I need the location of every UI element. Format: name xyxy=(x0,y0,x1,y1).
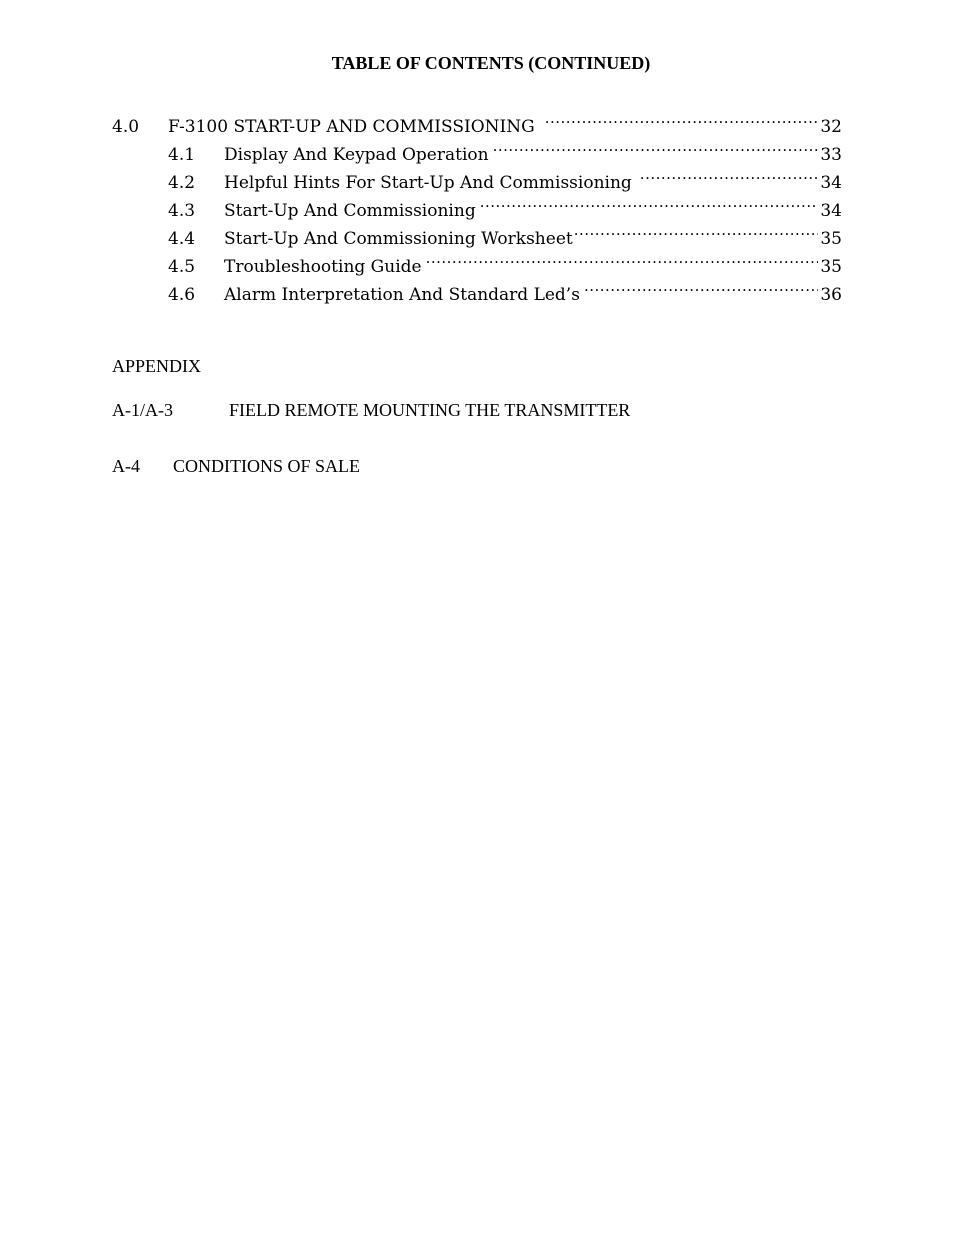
toc-entry-title: Troubleshooting Guide xyxy=(224,257,422,277)
dot-leader xyxy=(545,108,819,132)
dot-leader xyxy=(640,164,819,188)
appendix-item-a1-a3[interactable] xyxy=(112,398,630,422)
toc-entry-page: 34 xyxy=(820,201,842,221)
toc-entry-number: 4.0 xyxy=(112,117,140,137)
appendix-item-title: FIELD REMOTE MOUNTING THE TRANSMITTER xyxy=(229,400,631,420)
toc-entry-4-0[interactable] xyxy=(112,108,842,137)
dot-leader xyxy=(426,248,819,272)
appendix-item-a4[interactable] xyxy=(112,454,360,478)
dot-leader xyxy=(480,192,819,216)
toc-entry-number: 4.1 xyxy=(168,145,196,165)
toc-entry-number: 4.3 xyxy=(168,201,196,221)
toc-entry-number: 4.5 xyxy=(168,257,196,277)
toc-entry-title: Start-Up And Commissioning Worksheet xyxy=(224,229,573,249)
toc-entry-page: 35 xyxy=(820,257,842,277)
page-title: TABLE OF CONTENTS (CONTINUED) xyxy=(331,53,651,73)
toc-entry-page: 34 xyxy=(820,173,842,193)
toc-entry-number: 4.2 xyxy=(168,173,196,193)
toc-entry-title: Display And Keypad Operation xyxy=(224,145,489,165)
toc-entry-4-6[interactable] xyxy=(168,276,842,305)
toc-entry-4-5[interactable] xyxy=(168,248,842,277)
toc-entry-page: 35 xyxy=(820,229,842,249)
toc-entry-title: Alarm Interpretation And Standard Led’s xyxy=(224,285,580,305)
toc-entry-4-1[interactable] xyxy=(168,136,842,165)
toc-entry-number: 4.4 xyxy=(168,229,196,249)
toc-entry-page: 32 xyxy=(820,117,842,137)
appendix-item-code: A-4 xyxy=(112,456,140,476)
dot-leader xyxy=(493,136,819,160)
toc-entry-number: 4.6 xyxy=(168,285,196,305)
toc-entry-page: 33 xyxy=(820,145,842,165)
appendix-item-title: CONDITIONS OF SALE xyxy=(173,456,361,476)
toc-entry-page: 36 xyxy=(820,285,842,305)
dot-leader xyxy=(574,220,819,244)
toc-entry-4-4[interactable] xyxy=(168,220,842,249)
appendix-heading: APPENDIX xyxy=(112,356,202,376)
toc-entry-4-2[interactable] xyxy=(168,164,842,193)
dot-leader xyxy=(584,276,818,300)
toc-entry-title: F-3100 START-UP AND COMMISSIONING xyxy=(168,117,535,137)
toc-entry-title: Start-Up And Commissioning xyxy=(224,201,476,221)
toc-entry-title: Helpful Hints For Start-Up And Commissioning xyxy=(224,173,632,193)
appendix-item-code: A-1/A-3 xyxy=(112,400,173,420)
toc-entry-4-3[interactable] xyxy=(168,192,842,221)
